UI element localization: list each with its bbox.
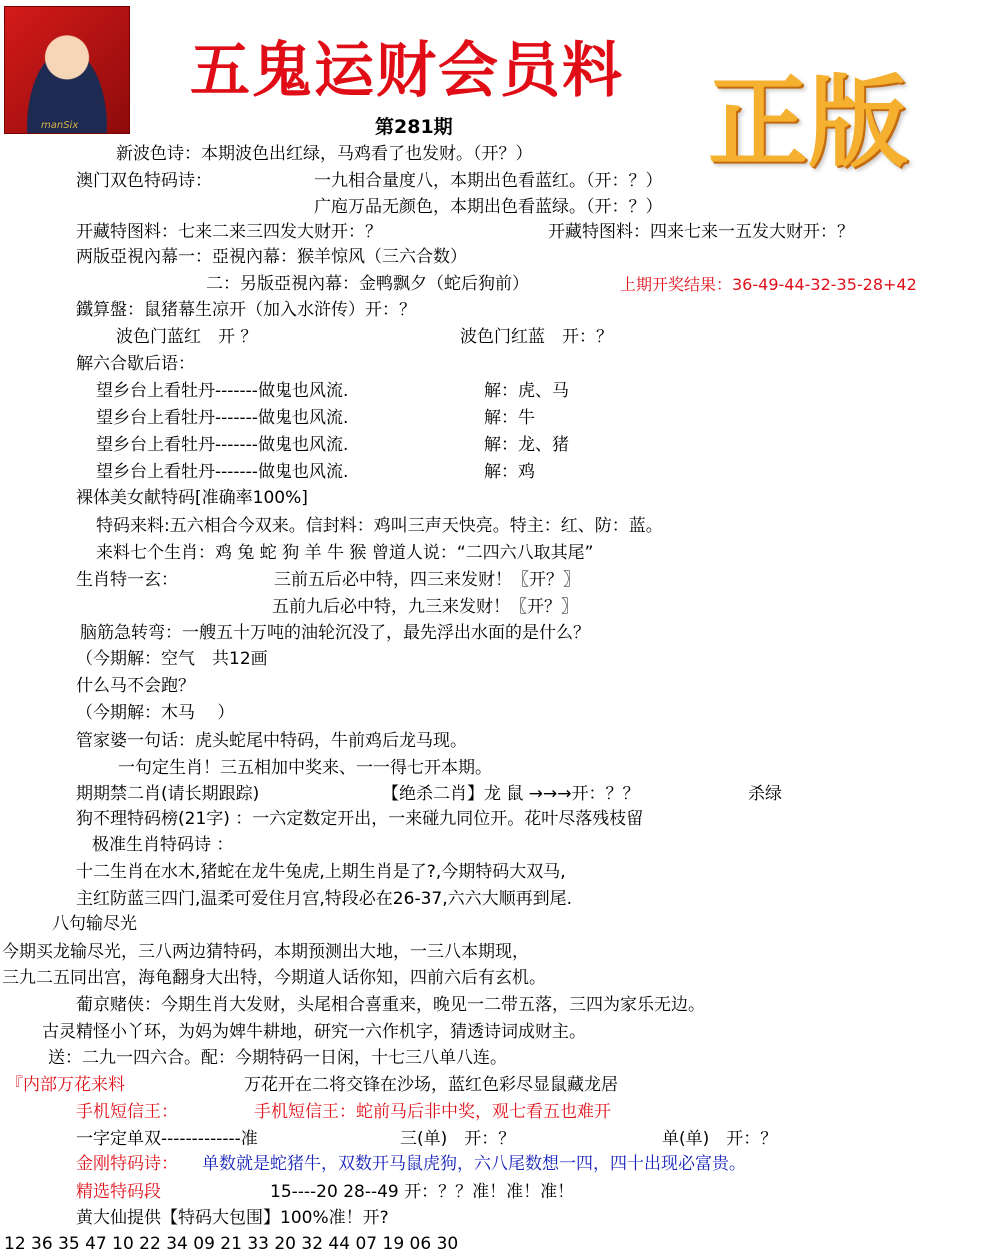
special-figure-left: 开藏特图料：七来二来三四发大财开：？: [76, 222, 382, 242]
macau-poem-line1: 一九相合量度八，本期出色看蓝红。（开：？）: [314, 171, 663, 191]
inner-flower-text: 万花开在二将交锋在沙场，蓝红色彩尽显鼠藏龙居: [244, 1075, 618, 1095]
photo-caption: manSix: [41, 120, 79, 131]
casino-hero: 葡京赌侠：今期生肖大发财，头尾相合喜重来，晚见一二带五落，三四为家乐无边。: [76, 995, 705, 1015]
atv-insider-1: 两版亞視內幕一：亞視內幕：猴羊惊风（三六合数）: [76, 247, 467, 267]
riddle-answer: 解：龙、猪: [484, 435, 569, 455]
odd-pick-single: 单(单) 开：？: [662, 1129, 778, 1149]
last-draw-result: 上期开奖结果：36-49-44-32-35-28+42: [620, 275, 917, 294]
genuine-stamp: 正版: [708, 63, 908, 181]
teaser-answer-1: （今期解：空气 共12画: [76, 649, 268, 669]
riddle-line: 望乡台上看牡丹-------做鬼也风流.: [96, 462, 349, 482]
banned-two-label: 期期禁二肖(请长期跟踪): [76, 784, 260, 804]
odd-pick-3: 三(单) 开：？: [400, 1129, 516, 1149]
macau-poem-line2: 广庖万品无颜色，本期出色看蓝绿。（开：？）: [314, 197, 663, 217]
riddle-answer: 解：牛: [484, 408, 535, 428]
wong-tai-sin-line: 黄大仙提供【特码大包围】100%准！开?: [76, 1208, 389, 1228]
brain-teaser-1: 脑筋急转弯：一艘五十万吨的油轮沉没了，最先浮出水面的是什么？: [80, 623, 590, 643]
accurate-poem-line1: 十二生肖在水木,猪蛇在龙牛兔虎,上期生肖是了?,今期特码大双马,: [76, 862, 566, 882]
selected-range-text: 15----20 28--49 开：？？准！准！准！: [270, 1182, 575, 1202]
one-zodiac-saying: 一句定生肖！三五相加中奖来、一一得七开本期。: [118, 758, 492, 778]
riddle-line: 望乡台上看牡丹-------做鬼也风流.: [96, 381, 349, 401]
maid-poem: 古灵精怪小丫环，为妈为婢牛耕地，研究一六作机字，猜透诗词成财主。: [42, 1022, 586, 1042]
selected-range-label: 精选特码段: [76, 1182, 161, 1202]
riddle-heading: 解六合歇后语：: [76, 354, 195, 374]
kill-green: 杀绿: [748, 784, 782, 804]
special-figure-right: 开藏特图料：四来七来一五发大财开：？: [548, 222, 854, 242]
wave-color-poem: 新波色诗：本期波色出红绿，马鸡看了也发财。（开？）: [116, 144, 533, 164]
dog-ignore-list: 狗不理特码榜(21字) ：一六定数定开出，一来碰九同位开。花叶尽落残枝留: [76, 809, 644, 829]
host-photo: [4, 6, 130, 134]
zodiac-mystery-line2: 五前九后必中特，九三来发财！〖开？〗: [272, 597, 578, 617]
special-code-source: 特码来料:五六相合今双来。信封料：鸡叫三声天快亮。特主：红、防：蓝。: [96, 516, 663, 536]
number-list: 12 36 35 47 10 22 34 09 21 33 20 32 44 07 19 06 30: [4, 1234, 459, 1254]
accurate-poem-label: 极准生肖特码诗 ：: [92, 835, 234, 855]
zodiac-mystery-line1: 三前五后必中特，四三来发财！〖开？〗: [274, 570, 580, 590]
eight-lines-2: 三九二五同出宫，海龟翻身大出特，今期道人话你知，四前六后有玄机。: [2, 968, 546, 988]
iron-abacus: 鐵算盤：鼠猪幕生凉开（加入水浒传）开：？: [76, 300, 416, 320]
gift-line: 送：二九一四六合。配：今期特码一日闲，十七三八单八连。: [48, 1048, 507, 1068]
riddle-line: 望乡台上看牡丹-------做鬼也风流.: [96, 408, 349, 428]
issue-number: 第281期: [375, 116, 453, 138]
zodiac-mystery-label: 生肖特一玄：: [76, 570, 178, 590]
kill-two-zodiacs: 【绝杀二肖】龙 鼠 →→→开：？？: [382, 784, 640, 804]
teaser-answer-2: （今期解：木马 ）: [76, 703, 235, 723]
riddle-line: 望乡台上看牡丹-------做鬼也风流.: [96, 435, 349, 455]
sms-king-text: 手机短信王：蛇前马后非中奖，观七看五也难开: [254, 1102, 611, 1122]
diamond-poem-label: 金刚特码诗：: [76, 1154, 178, 1174]
inner-flower-label: 『内部万花来料: [6, 1075, 125, 1095]
atv-insider-2: 二：另版亞視內幕：金鸭飘夕（蛇后狗前）: [206, 274, 529, 294]
wave-red-blue: 波色门红蓝 开：？: [460, 327, 613, 347]
accurate-poem-line2: 主红防蓝三四门,温柔可爱住月宫,特段必在26-37,六六大顺再到尾.: [76, 889, 573, 909]
seven-zodiacs: 来料七个生肖：鸡 兔 蛇 狗 羊 牛 猴 曾道人说：“二四六八取其尾”: [96, 543, 594, 563]
diamond-poem-text: 单数就是蛇猪牛，双数开马鼠虎狗，六八尾数想一四，四十出现必富贵。: [202, 1154, 746, 1174]
sms-king-label: 手机短信王：: [76, 1102, 178, 1122]
page-title: 五鬼运财会员料: [190, 36, 624, 106]
riddle-answer: 解：鸡: [484, 462, 535, 482]
riddle-answer: 解：虎、马: [484, 381, 569, 401]
odd-even-pick: 一字定单双-------------准: [76, 1129, 258, 1149]
macau-poem-label: 澳门双色特码诗：: [76, 171, 212, 191]
housekeeper-saying: 管家婆一句话：虎头蛇尾中特码，牛前鸡后龙马现。: [76, 731, 467, 751]
wave-blue-red: 波色门蓝红 开 ？: [116, 327, 258, 347]
brain-teaser-2: 什么马不会跑？: [76, 676, 195, 696]
eight-lines-heading: 八句输尽光: [52, 914, 137, 934]
accuracy-claim: 裸体美女献特码[准确率100%]: [76, 488, 308, 508]
eight-lines-1: 今期买龙输尽光，三八两边猜特码，本期预测出大地，一三八本期现，: [2, 942, 529, 962]
